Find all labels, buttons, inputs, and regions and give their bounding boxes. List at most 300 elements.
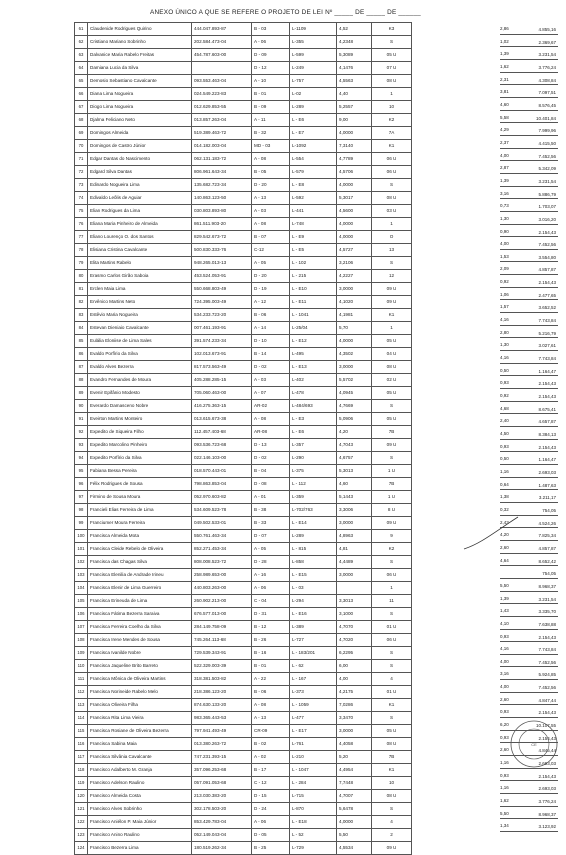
table-row — [75, 790, 488, 803]
row-code: 08 U — [372, 738, 412, 751]
right-value-row — [500, 225, 560, 238]
row-cpf: 729.539.343-91 — [192, 647, 252, 660]
row-amount: 3.652,52 — [538, 305, 556, 311]
row-spacer — [412, 803, 488, 816]
row-spacer — [412, 790, 488, 803]
table-row — [75, 530, 488, 543]
row-factor: 2,43 — [500, 519, 509, 525]
row-cpf: 013.615.673-38 — [192, 413, 252, 426]
row-number: 115 — [75, 725, 88, 738]
right-value-row — [500, 566, 560, 579]
row-reference: A - 05 — [252, 543, 290, 556]
table-row — [75, 777, 488, 790]
row-cpf: 416.275.363-15 — [192, 400, 252, 413]
right-value-row — [500, 402, 560, 415]
row-reference: A - 08 — [252, 413, 290, 426]
row-spacer — [412, 387, 488, 400]
row-name: Edgar Dantas do Nascimento — [88, 153, 192, 166]
row-code: 11 — [372, 595, 412, 608]
row-number: 101 — [75, 543, 88, 556]
table-row — [75, 803, 488, 816]
row-cpf: 013.380.263-72 — [192, 738, 252, 751]
row-area: 5,3017 — [337, 192, 372, 205]
row-name: Francisca das Chagas Silva — [88, 556, 192, 569]
row-code: 7A — [372, 127, 412, 140]
row-number: 114 — [75, 712, 88, 725]
row-reference: B - 38 — [252, 504, 290, 517]
table-row — [75, 504, 488, 517]
row-reference: D - 15 — [252, 790, 290, 803]
row-factor: 0,90 — [500, 228, 509, 234]
row-factor: 2,40 — [500, 418, 509, 424]
row-factor: 3,16 — [500, 190, 509, 196]
row-factor: 0,93 — [500, 633, 509, 639]
row-spacer — [412, 491, 488, 504]
row-location: L - E3 — [290, 413, 337, 426]
row-name: Edgard Silva Dantas — [88, 166, 192, 179]
row-code: 1 U — [372, 491, 412, 504]
row-area: 3,0000 — [337, 283, 372, 296]
row-location: L - E16 — [290, 608, 337, 621]
row-number: 103 — [75, 569, 88, 582]
right-value-row — [500, 465, 560, 478]
table-row — [75, 517, 488, 530]
row-amount: 4.524,26 — [538, 520, 556, 526]
row-cpf: 500.830.333-76 — [192, 244, 252, 257]
row-number: 102 — [75, 556, 88, 569]
row-cpf: 049.502.533-01 — [192, 517, 252, 530]
row-spacer — [412, 140, 488, 153]
row-location: L-858 — [290, 556, 337, 569]
row-cpf: 724.395.003-49 — [192, 296, 252, 309]
row-location: L-1092 — [290, 140, 337, 153]
row-code: O — [372, 231, 412, 244]
row-code: 1 — [372, 88, 412, 101]
row-location: L-579 — [290, 166, 337, 179]
table-row — [75, 751, 488, 764]
row-amount: 3.776,24 — [538, 799, 556, 805]
right-value-row — [500, 376, 560, 389]
right-value-row — [500, 630, 560, 643]
row-reference: A - 22 — [252, 673, 290, 686]
row-code: 7B — [372, 751, 412, 764]
right-value-row — [500, 250, 560, 263]
row-name: Francisca Ferreira Coelho da Silva — [88, 621, 192, 634]
row-name: Estêvio Maria Nogueira — [88, 309, 192, 322]
row-spacer — [412, 686, 488, 699]
row-number: 90 — [75, 400, 88, 413]
row-number: 98 — [75, 504, 88, 517]
row-spacer — [412, 413, 488, 426]
row-factor: 2,86 — [500, 26, 509, 31]
row-spacer — [412, 621, 488, 634]
row-amount: 2.154,43 — [538, 229, 556, 235]
row-location: L-357 — [290, 439, 337, 452]
row-location: L - E7 — [290, 127, 337, 140]
row-area: 4,0000 — [337, 127, 372, 140]
table-row — [75, 335, 488, 348]
row-location: L-210 — [290, 751, 337, 764]
row-number: 119 — [75, 777, 88, 790]
row-factor: 1,43 — [500, 608, 509, 614]
right-value-row — [500, 35, 560, 48]
row-amount: 8.384,13 — [538, 432, 556, 437]
row-amount: 1.487,63 — [538, 482, 556, 488]
table-row — [75, 270, 488, 283]
row-code: 08 U — [372, 790, 412, 803]
row-code: 01 U — [372, 621, 412, 634]
row-area: 4,0945 — [337, 387, 372, 400]
right-value-row — [500, 642, 560, 655]
row-location: L - 1047 — [290, 764, 337, 777]
row-factor: 4,64 — [500, 557, 509, 563]
row-cpf: 112.457.403-68 — [192, 426, 252, 439]
row-amount: 5.342,09 — [538, 166, 556, 172]
table-row — [75, 660, 488, 673]
row-factor: 1,39 — [500, 51, 509, 57]
row-amount: 2.693,03 — [538, 786, 556, 792]
row-code: 06 U — [372, 569, 412, 582]
row-amount: 4.657,87 — [538, 419, 556, 425]
row-area: 4,5600 — [337, 205, 372, 218]
row-name: Estevan Dieniaio Cavalcante — [88, 322, 192, 335]
row-area: 3,0000 — [337, 517, 372, 530]
row-number: 118 — [75, 764, 88, 777]
row-cpf: 102.013.673-91 — [192, 348, 252, 361]
row-code: K1 — [372, 764, 412, 777]
row-area: 6,2295 — [337, 647, 372, 660]
table-row — [75, 205, 488, 218]
row-location: L - E8 — [290, 179, 337, 192]
right-value-row — [500, 579, 560, 592]
right-value-row — [500, 326, 560, 339]
table-row — [75, 244, 488, 257]
row-number: 70 — [75, 140, 88, 153]
table-row — [75, 413, 488, 426]
table-row — [75, 842, 488, 855]
table-row — [75, 738, 488, 751]
row-area: 4,0000 — [337, 231, 372, 244]
row-reference: A - 06 — [252, 582, 290, 595]
table-row — [75, 153, 488, 166]
row-area: 3,2106 — [337, 257, 372, 270]
row-name: Everardo Damasceno Nobre — [88, 400, 192, 413]
row-spacer — [412, 777, 488, 790]
row-location: L-294 — [290, 595, 337, 608]
row-cpf: 007.461.193-91 — [192, 322, 252, 335]
row-spacer — [412, 634, 488, 647]
row-location: L-484/693 — [290, 400, 337, 413]
row-reference: B - 09 — [252, 101, 290, 114]
row-amount: 2.477,65 — [538, 292, 556, 298]
row-number: 93 — [75, 439, 88, 452]
row-factor: 5,50 — [500, 582, 509, 588]
row-area: 4,4954 — [337, 764, 372, 777]
row-amount: 1.164,47 — [538, 457, 556, 463]
row-cpf: 318.381.503-82 — [192, 673, 252, 686]
row-area: 4,8963 — [337, 530, 372, 543]
row-area: 4,0000 — [337, 179, 372, 192]
table-row — [75, 23, 488, 36]
row-name: Francisca Sabina Maia — [88, 738, 192, 751]
row-cpf: 052.970.603-82 — [192, 491, 252, 504]
row-amount: 3.027,61 — [538, 343, 556, 349]
row-name: Firmino de Sousa Moura — [88, 491, 192, 504]
row-cpf: 057.091.053-68 — [192, 777, 252, 790]
row-code: S — [372, 36, 412, 49]
table-row — [75, 283, 488, 296]
table-row — [75, 647, 488, 660]
row-spacer — [412, 595, 488, 608]
right-value-row — [500, 478, 560, 491]
row-area: 3,0000 — [337, 569, 372, 582]
row-reference: A - 13 — [252, 712, 290, 725]
row-amount: 2.154,43 — [538, 634, 556, 640]
row-factor: 0,50 — [500, 367, 509, 373]
row-factor: 4,50 — [500, 431, 509, 436]
table-row — [75, 686, 488, 699]
row-code: 12 — [372, 270, 412, 283]
row-area: 3,0000 — [337, 725, 372, 738]
row-location: L-290 — [290, 452, 337, 465]
row-reference: C - 12 — [252, 777, 290, 790]
row-reference: B - 06 — [252, 686, 290, 699]
row-cpf: 093.553.463-04 — [192, 75, 252, 88]
row-location: L - E18 — [290, 816, 337, 829]
row-name: Francisca Oliveira Filha — [88, 699, 192, 712]
row-area: 4,0000 — [337, 218, 372, 231]
row-location: L-25/04 — [290, 322, 337, 335]
right-value-row — [500, 427, 560, 440]
row-factor: 4,29 — [500, 127, 509, 133]
row-reference: B - 06 — [252, 309, 290, 322]
row-location: L-289 — [290, 530, 337, 543]
right-value-row — [500, 655, 560, 668]
row-reference: D - 13 — [252, 439, 290, 452]
row-reference: D - 10 — [252, 335, 290, 348]
row-spacer — [412, 673, 488, 686]
row-cpf: 798.863.853-04 — [192, 478, 252, 491]
row-number: 106 — [75, 608, 88, 621]
row-name: Demosio Sebastiano Cavalcante — [88, 75, 192, 88]
table-row — [75, 257, 488, 270]
row-amount: 3.231,54 — [538, 52, 556, 58]
table-row — [75, 621, 488, 634]
row-reference: B - 32 — [252, 127, 290, 140]
right-value-row — [500, 275, 560, 288]
row-cpf: 052.149.043-04 — [192, 829, 252, 842]
row-location: L-359 — [290, 491, 337, 504]
row-area: 4,0000 — [337, 335, 372, 348]
row-cpf: 550.761.463-34 — [192, 530, 252, 543]
document-title: ANEXO ÚNICO A QUE SE REFERE O PROJETO DE LEI Nº _____ DE _____ DE ______ — [150, 9, 421, 16]
row-factor: 4,16 — [500, 317, 509, 323]
row-spacer — [412, 322, 488, 335]
row-spacer — [412, 764, 488, 777]
row-code: 09 U — [372, 283, 412, 296]
row-area: 4,4489 — [337, 556, 372, 569]
row-amount: 4.308,84 — [538, 77, 556, 83]
right-value-row — [500, 667, 560, 680]
row-name: Eliano Lourenço O. dos Santos — [88, 231, 192, 244]
row-code: 4 — [372, 673, 412, 686]
row-code: 08 U — [372, 75, 412, 88]
row-amount: 8.576,45 — [538, 102, 556, 108]
right-value-row — [500, 47, 560, 60]
row-underline — [500, 831, 558, 832]
row-cpf: 519.389.463-72 — [192, 127, 252, 140]
row-name: Diana Lima Nogueira — [88, 88, 192, 101]
row-cpf: 093.536.723-68 — [192, 439, 252, 452]
row-cpf: 797.941.493-49 — [192, 725, 252, 738]
row-reference: B - 16 — [252, 647, 290, 660]
row-factor: 3,81 — [500, 89, 509, 95]
row-location: L-702/763 — [290, 504, 337, 517]
row-amount: 7.999,96 — [538, 128, 556, 134]
row-code: S — [372, 712, 412, 725]
row-area: 5,6478 — [337, 803, 372, 816]
row-amount: 4.847,44 — [538, 697, 556, 703]
row-name: Francisca Norineide Rabelo Melo — [88, 686, 192, 699]
table-row — [75, 400, 488, 413]
row-cpf: 357.096.253-68 — [192, 764, 252, 777]
row-reference: B - 26 — [252, 634, 290, 647]
row-factor: 2,09 — [500, 266, 509, 272]
row-spacer — [412, 400, 488, 413]
row-number: 74 — [75, 192, 88, 205]
table-row — [75, 764, 488, 777]
row-factor: 0,50 — [500, 456, 509, 462]
row-factor: 1,06 — [500, 291, 509, 297]
row-factor: 2,37 — [500, 139, 509, 145]
row-name: Edivaldo Leôlis de Aguiar — [88, 192, 192, 205]
table-row — [75, 62, 488, 75]
row-number: 123 — [75, 829, 88, 842]
row-name: Evaldo Porfírio da Silva — [88, 348, 192, 361]
row-code: 2 — [372, 829, 412, 842]
row-spacer — [412, 660, 488, 673]
row-reference: A - 08 — [252, 153, 290, 166]
row-code: 05 U — [372, 49, 412, 62]
row-area: 6,00 — [337, 660, 372, 673]
row-reference: B - 01 — [252, 660, 290, 673]
row-code: S — [372, 608, 412, 621]
row-reference: D - 12 — [252, 62, 290, 75]
row-reference: B - 02 — [252, 738, 290, 751]
row-code: 05 U — [372, 725, 412, 738]
row-amount: 7.452,56 — [538, 659, 556, 665]
row-location: L - 1041 — [290, 309, 337, 322]
row-spacer — [412, 257, 488, 270]
row-area: 3,3013 — [337, 595, 372, 608]
row-number: 75 — [75, 205, 88, 218]
row-area: 4,1476 — [337, 62, 372, 75]
row-area: 4,1981 — [337, 309, 372, 322]
row-number: 109 — [75, 647, 88, 660]
row-factor: 1,16 — [500, 785, 509, 791]
row-reference: A - 05 — [252, 257, 290, 270]
row-factor: 0,92 — [500, 279, 509, 285]
table-row — [75, 426, 488, 439]
row-name: Elita Martins Rabelo — [88, 257, 192, 270]
row-reference: D - 08 — [252, 478, 290, 491]
row-number: 88 — [75, 374, 88, 387]
row-code: 1 — [372, 218, 412, 231]
row-location: L-761 — [290, 738, 337, 751]
row-cpf: 022.146.103-00 — [192, 452, 252, 465]
row-area: 4,7070 — [337, 621, 372, 634]
table-row — [75, 569, 488, 582]
row-name: Erasmo Carlos Girão Saboia — [88, 270, 192, 283]
row-number: 76 — [75, 218, 88, 231]
row-location: L-554 — [290, 153, 337, 166]
row-code: S — [372, 647, 412, 660]
row-cpf: 444.047.893-87 — [192, 23, 252, 36]
row-area: 4,1020 — [337, 296, 372, 309]
row-number: 71 — [75, 153, 88, 166]
row-cpf: 745.264.113-68 — [192, 634, 252, 647]
row-cpf: 405.288.285-15 — [192, 374, 252, 387]
right-value-row — [500, 174, 560, 187]
row-location: L-748 — [290, 218, 337, 231]
row-location: L - E9 — [290, 231, 337, 244]
row-reference: B - 12 — [252, 621, 290, 634]
row-area: 5,5702 — [337, 374, 372, 387]
row-area: 4,5706 — [337, 166, 372, 179]
row-name: Francisca Elenir de Lima Guerreiro — [88, 582, 192, 595]
row-number: 78 — [75, 244, 88, 257]
table-row — [75, 309, 488, 322]
row-code: K1 — [372, 699, 412, 712]
row-spacer — [412, 205, 488, 218]
right-value-row — [500, 503, 560, 516]
row-factor: 1,02 — [500, 38, 509, 44]
row-factor: 0,93 — [500, 709, 509, 715]
row-cpf: 018.570.443-01 — [192, 465, 252, 478]
row-code: 1 — [372, 322, 412, 335]
row-reference: A - 10 — [252, 75, 290, 88]
row-name: Francisca Rosiane de Oliveira Bezerra — [88, 725, 192, 738]
table-row — [75, 387, 488, 400]
row-cpf: 440.803.263-00 — [192, 582, 252, 595]
row-location: L-402 — [290, 374, 337, 387]
row-amount: 754,05 — [542, 507, 556, 513]
row-number: 94 — [75, 452, 88, 465]
row-code: 09 U — [372, 517, 412, 530]
row-location: L - 167 — [290, 673, 337, 686]
right-value-row — [500, 781, 560, 794]
row-cpf: 948.265.013-13 — [192, 257, 252, 270]
row-number: 83 — [75, 309, 88, 322]
table-row — [75, 491, 488, 504]
table-row — [75, 673, 488, 686]
row-factor: 1,62 — [500, 798, 509, 804]
row-name: Francisca Mônica de Oliveira Martins — [88, 673, 192, 686]
row-cpf: 260.902.213-00 — [192, 595, 252, 608]
right-value-row — [500, 111, 560, 124]
row-number: 64 — [75, 62, 88, 75]
row-code: 02 U — [372, 374, 412, 387]
row-name: Expedito Marcolino Pinheiro — [88, 439, 192, 452]
row-number: 99 — [75, 517, 88, 530]
row-spacer — [412, 296, 488, 309]
row-code: K2 — [372, 114, 412, 127]
row-code: S — [372, 803, 412, 816]
table-row — [75, 478, 488, 491]
row-cpf: 676.577.013-00 — [192, 608, 252, 621]
right-value-row — [500, 123, 560, 136]
row-spacer — [412, 816, 488, 829]
